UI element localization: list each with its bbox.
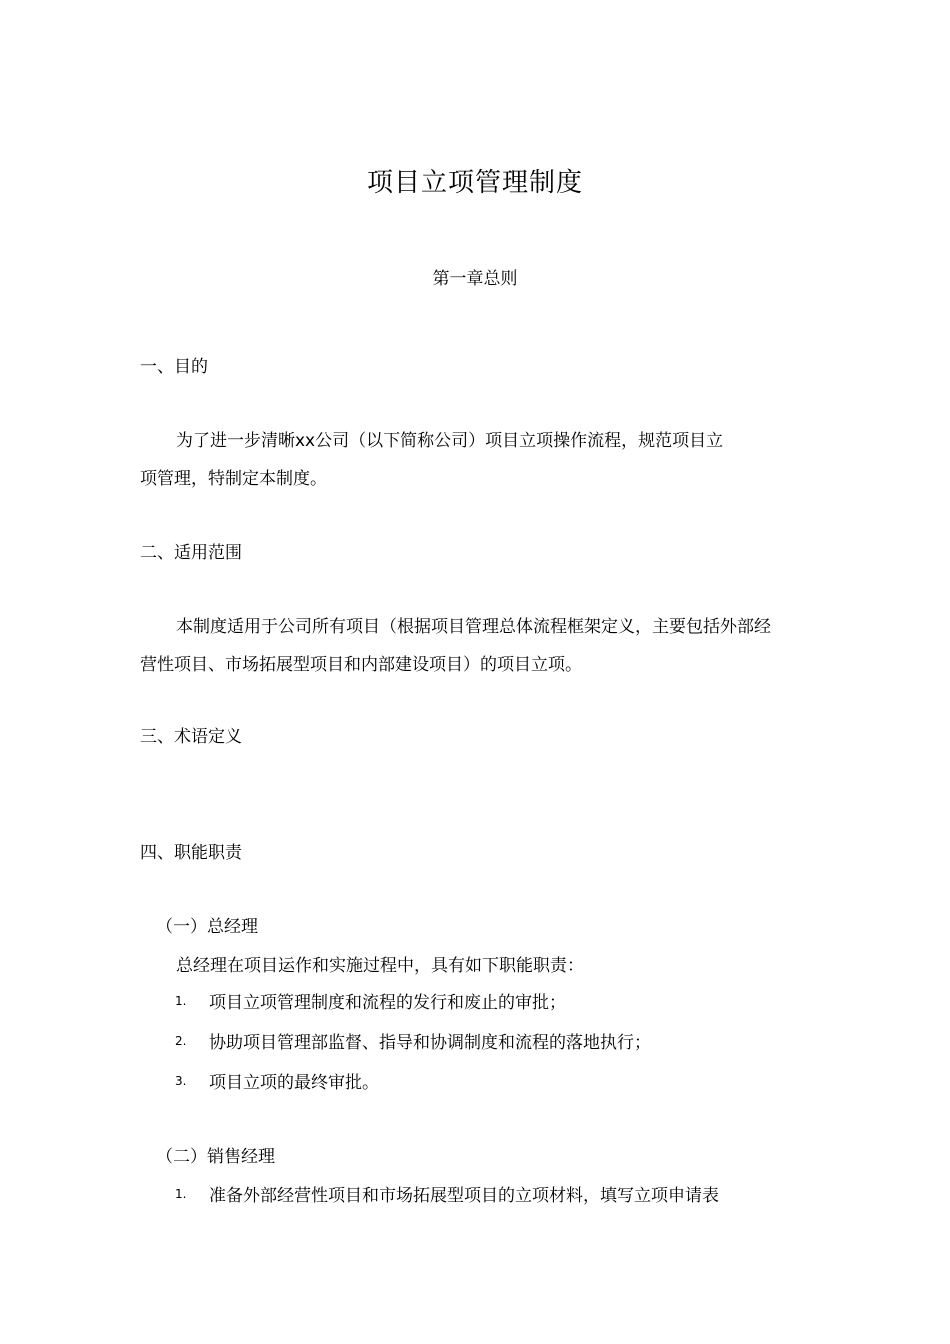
scope-paragraph-line-1: 本制度适用于公司所有项目（根据项目管理总体流程框架定义，主要包括外部经 — [176, 617, 771, 637]
list-item-number: 1. — [175, 993, 187, 1008]
list-item — [175, 1181, 719, 1206]
list-item-text: 项目立项的最终审批。 — [209, 1073, 379, 1093]
list-item-number: 2. — [175, 1033, 187, 1048]
scope-paragraph-line-2: 营性项目、市场拓展型项目和内部建设项目）的项目立项。 — [140, 655, 582, 675]
section-heading-scope: 二、适用范围 — [140, 543, 242, 563]
purpose-paragraph-line-2: 项管理，特制定本制度。 — [140, 469, 327, 489]
list-item-text: 项目立项管理制度和流程的发行和废止的审批； — [209, 993, 566, 1013]
section-heading-responsibilities: 四、职能职责 — [140, 843, 242, 863]
general-manager-intro: 总经理在项目运作和实施过程中，具有如下职能职责： — [176, 956, 584, 976]
section-heading-purpose: 一、目的 — [140, 357, 208, 377]
list-item-number: 1. — [175, 1186, 187, 1201]
subsection-heading-general-manager: （一）总经理 — [156, 917, 258, 937]
section-heading-definitions: 三、术语定义 — [140, 727, 242, 747]
list-item — [175, 988, 566, 1013]
chapter-heading: 第一章总则 — [432, 269, 518, 289]
list-item-number: 3. — [175, 1073, 187, 1088]
list-item — [175, 1028, 651, 1053]
purpose-paragraph-line-1: 为了进一步清晰xx公司（以下简称公司）项目立项操作流程，规范项目立 — [176, 431, 724, 451]
list-item-text: 协助项目管理部监督、指导和协调制度和流程的落地执行； — [209, 1033, 651, 1053]
list-item — [175, 1068, 379, 1093]
list-item-text: 准备外部经营性项目和市场拓展型项目的立项材料，填写立项申请表 — [209, 1186, 719, 1206]
document-title: 项目立项管理制度 — [366, 168, 583, 198]
subsection-heading-sales-manager: （二）销售经理 — [156, 1147, 275, 1167]
